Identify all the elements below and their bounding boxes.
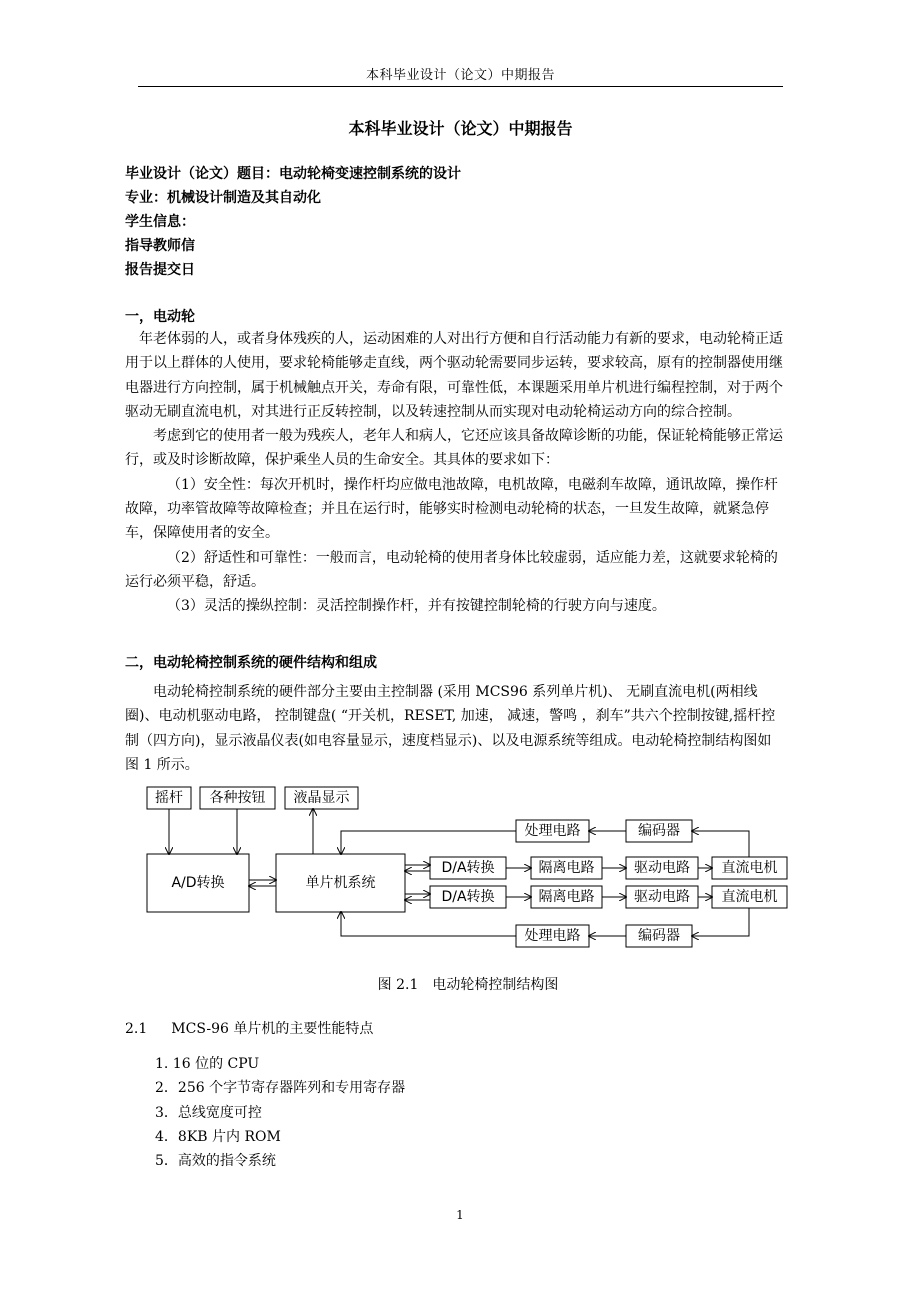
figure-caption: 图 2.1 电动轮椅控制结构图	[377, 977, 559, 993]
feature-list	[155, 1052, 405, 1173]
encoder-label-1: 编码器	[638, 823, 680, 839]
header-rule	[138, 86, 783, 87]
isolation-label-1: 隔离电路	[538, 860, 595, 876]
major-line: 专业：机械设计制造及其自动化	[125, 190, 321, 206]
feature-item: 5．高效的指令系统	[155, 1153, 276, 1170]
processing-label-2: 处理电路	[524, 928, 581, 944]
section1-heading: 一，电动轮	[125, 309, 195, 325]
document-title: 本科毕业设计（论文）中期报告	[348, 119, 573, 138]
encoder-label-2: 编码器	[638, 928, 680, 944]
lcd-label: 液晶显示	[293, 790, 350, 806]
page-number: 1	[456, 1208, 464, 1222]
isolation-label-2: 隔离电路	[538, 889, 595, 905]
joystick-label: 摇杆	[155, 790, 183, 806]
subsection-number: 2.1	[125, 1021, 148, 1037]
processing-label-1: 处理电路	[524, 823, 581, 839]
ad-label: A/D转换	[171, 875, 225, 891]
running-header: 本科毕业设计（论文）中期报告	[365, 68, 555, 83]
control-structure-diagram	[138, 782, 798, 952]
motor-label-1: 直流电机	[721, 860, 778, 876]
subsection-title: MCS-96 单片机的主要性能特点	[171, 1021, 374, 1037]
section1-paragraph-3: （1）安全性：每次开机时，操作杆均应做电池故障，电机故障，电磁刹车故障，通讯故障，操作杆故障，功率管故障等故障检查；并且在运行时，能够实时检测电动轮椅的状态，一旦发生故障，就紧急停车，保障使用者的安全。	[125, 476, 778, 542]
section2-body	[125, 680, 785, 777]
driver-label-2: 驱动电路	[634, 889, 690, 905]
feature-item: 1. 16 位的 CPU	[155, 1056, 260, 1072]
date-line: 报告提交日	[125, 262, 195, 278]
section1-paragraph-4: （2）舒适性和可靠性：一般而言，电动轮椅的使用者身体比较虚弱，适应能力差，这就要求轮椅的运行必须平稳，舒适。	[125, 549, 778, 590]
section1-paragraph-1: 年老体弱的人，或者身体残疾的人，运动困难的人对出行方便和自行活动能力有新的要求，电动轮椅正适用于以上群体的人使用，要求轮椅能够走直线，两个驱动轮需要同步运转，要求较高，原有的控制器使用继电器进行方向控制，属于机械触点开关，寿命有限，可靠性低，本课题采用单片机进行编程控制，对于两个驱动无刷直流电机，对其进行正反转控制，以及转速控制从而实现对电动轮椅运动方向的综合控制。	[125, 331, 783, 420]
buttons-label: 各种按钮	[209, 790, 266, 806]
driver-label-1: 驱动电路	[634, 860, 690, 876]
section1-paragraph-5: （3）灵活的操纵控制：灵活控制操作杆，并有按键控制轮椅的行驶方向与速度。	[167, 598, 666, 615]
mcu-label: 单片机系统	[305, 875, 376, 891]
advisor-line: 指导教师信	[125, 238, 195, 254]
section2-paragraph-1: 电动轮椅控制系统的硬件部分主要由主控制器 (采用 MCS96 系列单片机)、 无刷直流电机(两相线圈)、电动机驱动电路， 控制键盘( “开关机，RESET, 加速， 减速，警鸣 ，刹车”共六个控制按键,摇杆控制（四方向)，显示液晶仪表(如电容量显示，速度档显示)、以及电源系统等组成。电动轮椅控制结构图如图 1 所示。	[125, 684, 776, 773]
report-info	[125, 162, 785, 282]
subsection-heading	[125, 1018, 397, 1038]
da-label-1: D/A转换	[441, 860, 495, 876]
section2-heading: 二，电动轮椅控制系统的硬件结构和组成	[125, 655, 377, 671]
feature-item: 3．总线宽度可控	[155, 1104, 262, 1121]
feature-item: 2．256 个字节寄存器阵列和专用寄存器	[155, 1080, 406, 1097]
topic-line: 毕业设计（论文）题目：电动轮椅变速控制系统的设计	[125, 166, 461, 182]
motor-label-2: 直流电机	[721, 889, 778, 905]
section1-paragraph-2: 考虑到它的使用者一般为残疾人，老年人和病人，它还应该具备故障诊断的功能，保证轮椅能够正常运行，或及时诊断故障，保护乘坐人员的生命安全。其具体的要求如下：	[125, 428, 783, 469]
section1-body	[125, 327, 785, 619]
feature-item: 4．8KB 片内 ROM	[155, 1128, 281, 1145]
da-label-2: D/A转换	[441, 889, 495, 905]
student-line: 学生信息：	[125, 214, 195, 230]
